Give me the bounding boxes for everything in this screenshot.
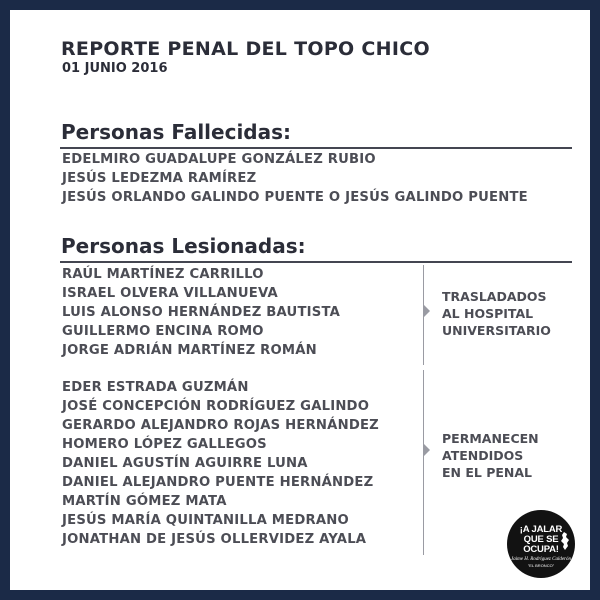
list-item: JOSÉ CONCEPCIÓN RODRÍGUEZ GALINDO (62, 399, 370, 414)
note-line: PERMANECEN (442, 431, 539, 446)
badge-line-2: QUE SE OCUPA! (523, 534, 559, 555)
lesionadas-divider (60, 261, 572, 263)
list-item: EDER ESTRADA GUZMÁN (62, 380, 249, 395)
list-item: JESÚS MARÍA QUINTANILLA MEDRANO (62, 513, 349, 528)
list-item: DANIEL ALEJANDRO PUENTE HERNÁNDEZ (62, 475, 374, 490)
list-item: EDELMIRO GUADALUPE GONZÁLEZ RUBIO (62, 152, 376, 167)
list-item: DANIEL AGUSTÍN AGUIRRE LUNA (62, 456, 308, 471)
group2-bracket-line (423, 370, 424, 555)
report-card (10, 10, 590, 590)
group1-bracket-notch (424, 305, 430, 317)
lesionadas-group2-list (62, 378, 379, 549)
badge-line-1: ¡A JALAR (519, 524, 563, 535)
nuevo-leon-map-icon (561, 532, 569, 550)
campaign-badge-logo (507, 510, 575, 578)
list-item: RAÚL MARTÍNEZ CARRILLO (62, 267, 264, 282)
note-line: ATENDIDOS (442, 448, 524, 463)
group2-bracket-notch (424, 444, 430, 456)
report-title: REPORTE PENAL DEL TOPO CHICO (61, 38, 430, 60)
list-item: JESÚS ORLANDO GALINDO PUENTE O JESÚS GALINDO PUENTE (62, 190, 528, 205)
list-item: MARTÍN GÓMEZ MATA (62, 494, 227, 509)
list-item: GERARDO ALEJANDRO ROJAS HERNÁNDEZ (62, 418, 379, 433)
fallecidas-list (62, 150, 528, 207)
list-item: JESÚS LEDEZMA RAMÍREZ (62, 171, 257, 186)
group1-note (442, 288, 551, 339)
list-item: LUIS ALONSO HERNÁNDEZ BAUTISTA (62, 305, 341, 320)
list-item: JORGE ADRIÁN MARTÍNEZ ROMÁN (62, 343, 317, 358)
fallecidas-divider (60, 147, 572, 149)
note-line: UNIVERSITARIO (442, 323, 551, 338)
list-item: GUILLERMO ENCINA ROMO (62, 324, 264, 339)
badge-nickname: "EL BRONCO" (527, 563, 555, 568)
note-line: AL HOSPITAL (442, 306, 534, 321)
list-item: ISRAEL OLVERA VILLANUEVA (62, 286, 278, 301)
lesionadas-group1-list (62, 265, 340, 360)
list-item: JONATHAN DE JESÚS OLLERVIDEZ AYALA (62, 532, 367, 547)
fallecidas-heading: Personas Fallecidas: (61, 120, 292, 144)
note-line: EN EL PENAL (442, 465, 533, 480)
lesionadas-heading: Personas Lesionadas: (61, 234, 306, 258)
group2-note (442, 430, 539, 481)
badge-signature: Jaime H. Rodríguez Calderón (511, 557, 571, 562)
note-line: TRASLADADOS (442, 289, 547, 304)
list-item: HOMERO LÓPEZ GALLEGOS (62, 437, 267, 452)
report-date: 01 JUNIO 2016 (62, 61, 168, 76)
